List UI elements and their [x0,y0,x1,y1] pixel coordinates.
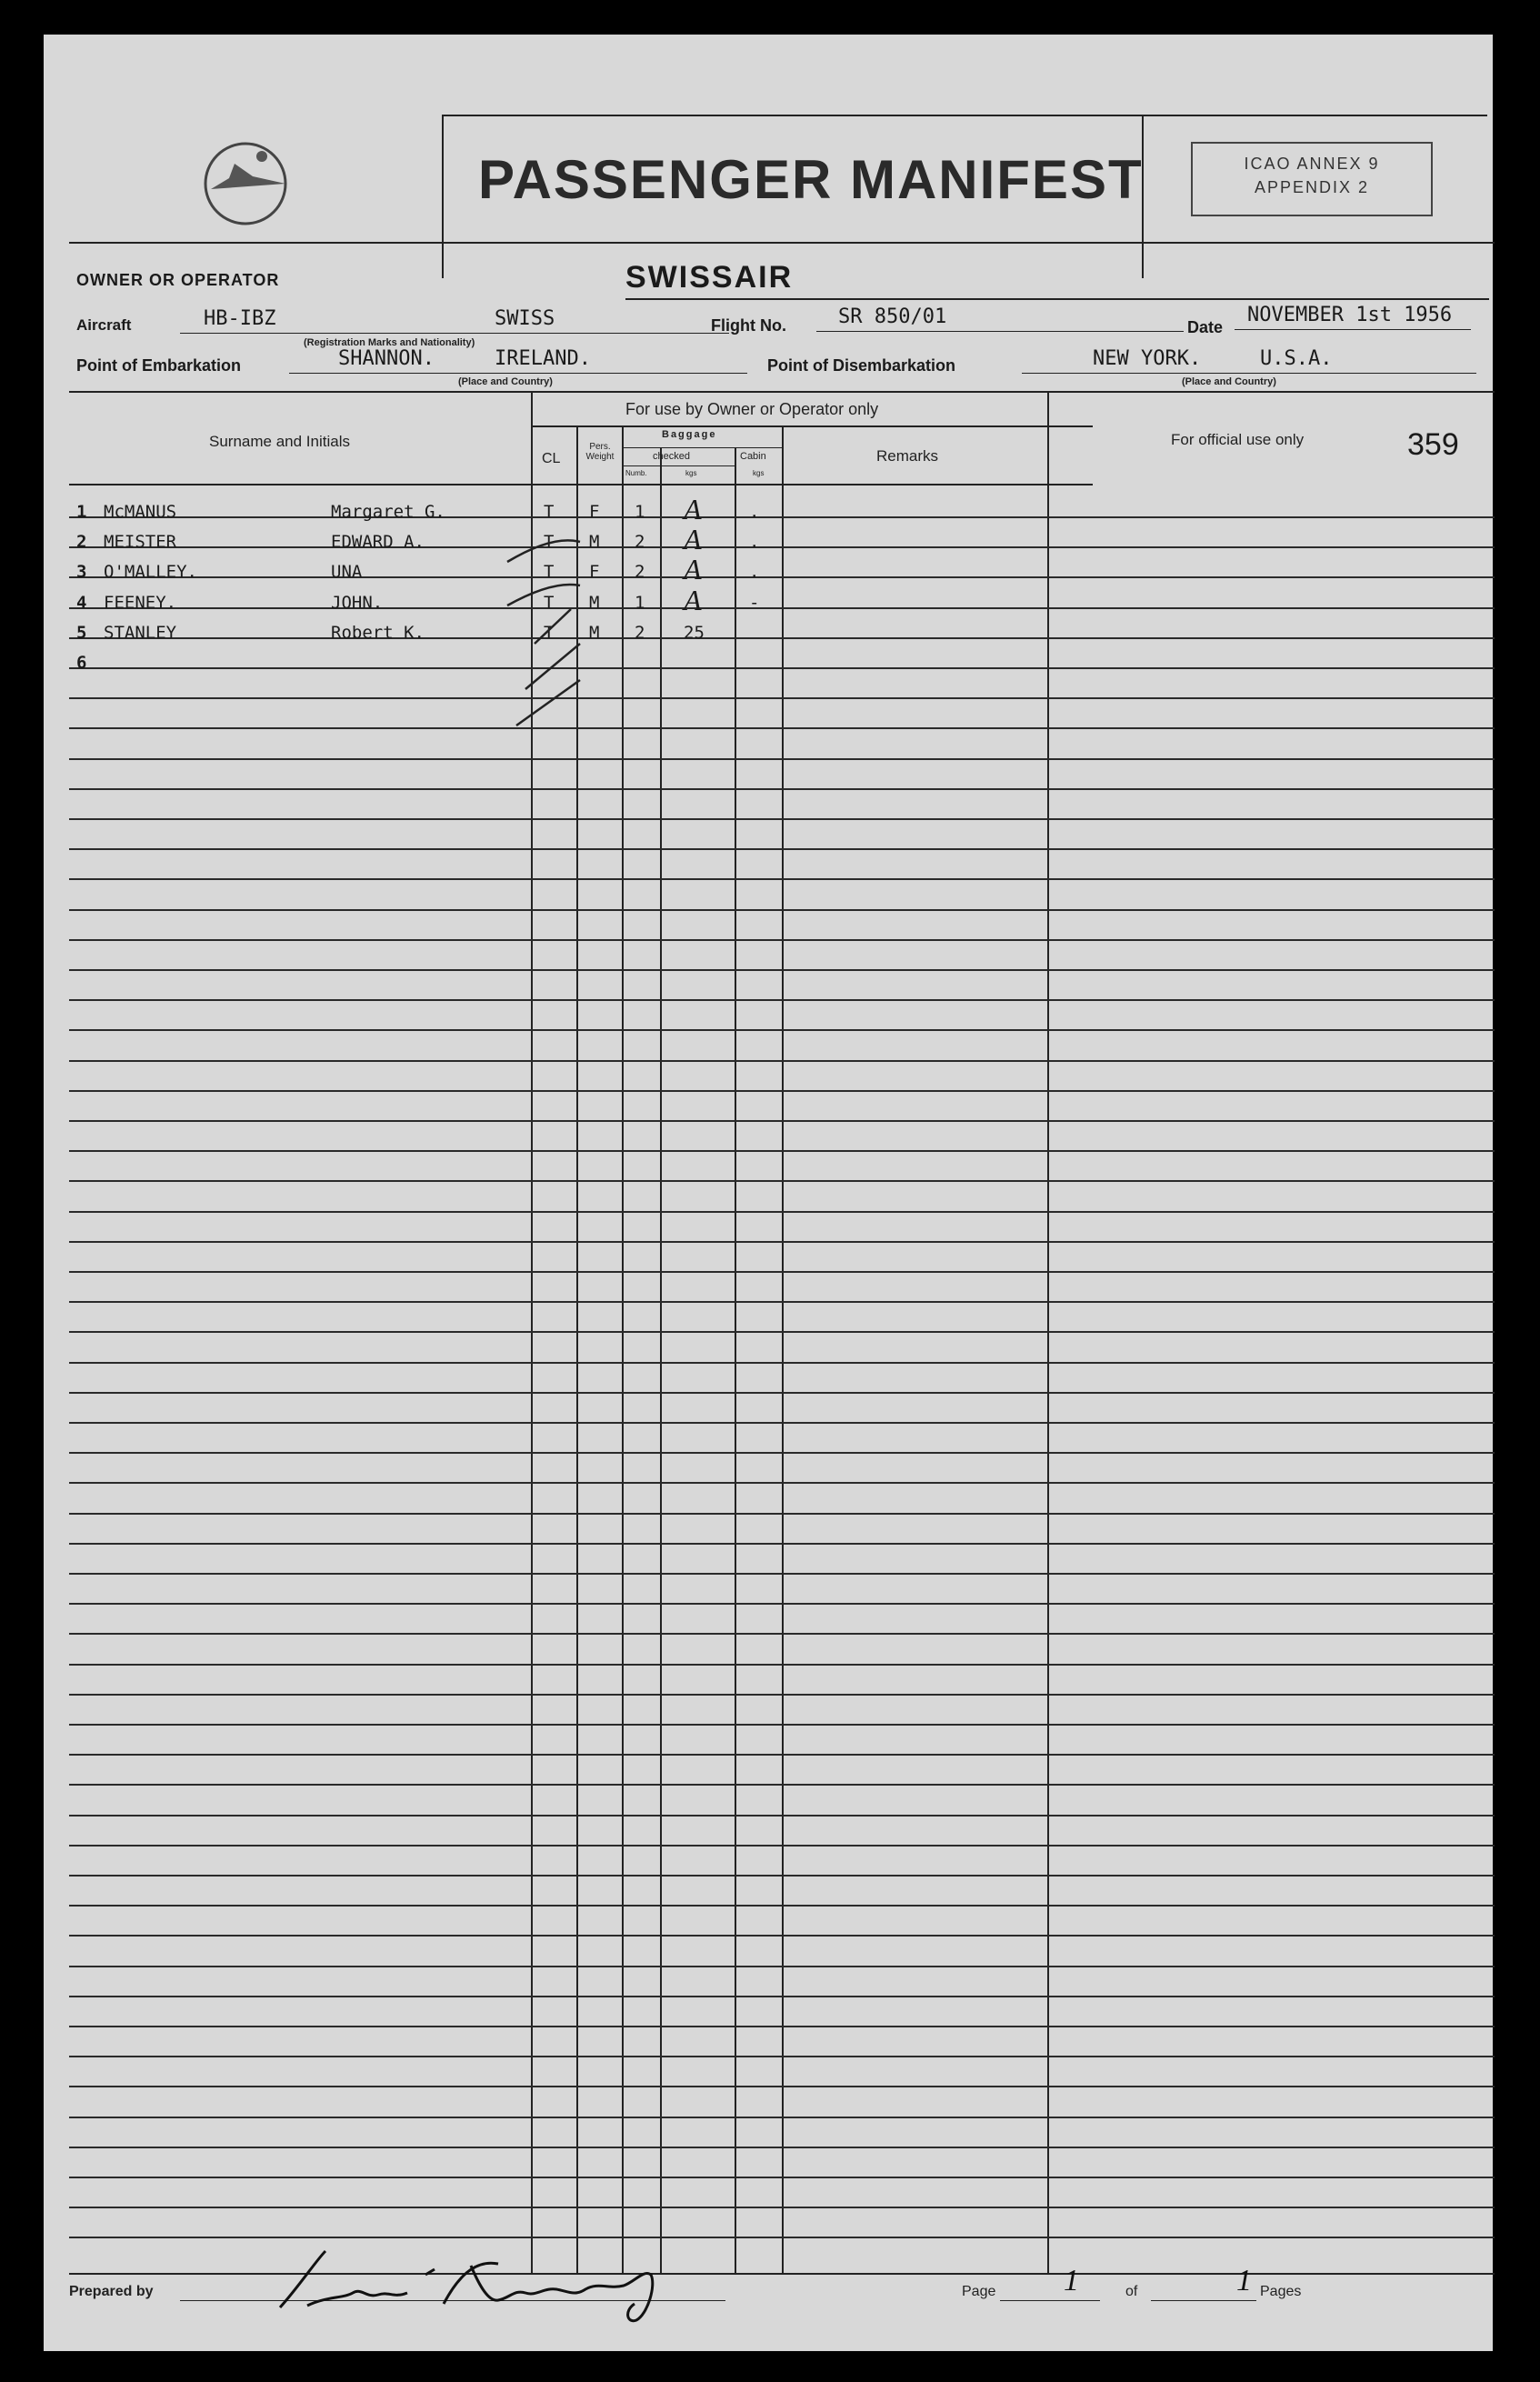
row-baggage-count: 2 [635,532,645,552]
col-line-numb [660,447,662,2273]
row-baggage-kgs: A [684,523,702,555]
swissair-logo [198,136,307,236]
row-baggage-kgs: A [684,553,702,585]
ruled-line [69,1603,1495,1605]
ruled-line [69,758,1495,760]
ruled-line [69,1664,1495,1666]
ruled-line [69,697,1495,699]
ruled-line [69,969,1495,971]
cabin-kgs-column-header: kgs [753,469,765,477]
row-initials: Margaret G. [331,502,445,522]
embarkation-label: Point of Embarkation [76,356,242,375]
flight-number: SR 850/01 [838,305,947,328]
operator-underline [625,298,1489,300]
row-number: 3 [76,562,87,582]
baggage-column-header: Baggage [662,429,717,440]
ruled-line [69,2177,1495,2178]
ruled-line [69,2026,1495,2027]
numb-column-header: Numb. [625,469,647,477]
flight-underline [816,331,1184,332]
ruled-line [69,1241,1495,1243]
disembarkation-label: Point of Disembarkation [767,356,956,375]
name-column-header: Surname and Initials [209,433,350,450]
header-divider-left [442,115,444,278]
row-weight: M [589,532,600,552]
ruled-line [69,1935,1495,1937]
ruled-line [69,1513,1495,1515]
row-cabin: . [749,502,760,522]
ruled-line [69,1150,1495,1152]
row-class: T [544,532,555,552]
row-cabin: . [749,532,760,552]
page-underline [1000,2300,1100,2301]
embarkation-underline [289,373,747,374]
ruled-line [69,1784,1495,1786]
row-weight: M [589,623,600,643]
col-line-kgs [735,447,736,2273]
ruled-line [69,727,1495,729]
row-class: T [544,593,555,613]
embarkation-country: IRELAND. [495,347,591,370]
ruled-line [69,607,1495,609]
flight-label: Flight No. [711,316,786,335]
ruled-line [69,1573,1495,1575]
signature-image [271,2233,780,2324]
ruled-line [69,1211,1495,1213]
row-surname: STANLEY [104,623,177,643]
ruled-line [69,1482,1495,1484]
cl-column-header: CL [542,451,561,466]
ruled-line [69,1180,1495,1182]
ruled-line [69,516,1495,518]
row-baggage-count: 1 [635,593,645,613]
disembarkation-caption: (Place and Country) [1182,376,1276,387]
kgs-column-header: kgs [685,469,697,477]
ruled-line [69,2086,1495,2087]
ruled-line [69,1996,1495,1997]
page-number: 1 [1064,2264,1079,2297]
row-number: 1 [76,502,87,522]
disembarkation-place: NEW YORK. [1093,347,1202,370]
row-cabin: - [749,593,760,613]
ruled-line [69,788,1495,790]
row-class: T [544,623,555,643]
ruled-line [69,909,1495,911]
ruled-line [69,1845,1495,1847]
date-value: NOVEMBER 1st 1956 [1247,304,1453,326]
row-weight: M [589,593,600,613]
ruled-line [69,939,1495,941]
row-number: 2 [76,532,87,552]
ruled-line [69,818,1495,820]
ruled-line [69,2117,1495,2118]
ruled-line [69,848,1495,850]
row-surname: O'MALLEY. [104,562,197,582]
row-initials: UNA [331,562,363,582]
of-label: of [1125,2284,1138,2299]
row-baggage-count: 2 [635,623,645,643]
ruled-line [69,1120,1495,1122]
table-top-rule [69,391,1495,393]
ruled-line [69,576,1495,578]
row-baggage-kgs: A [684,493,702,525]
ruled-line [69,667,1495,669]
ruled-line [69,1301,1495,1303]
official-number: 359 [1407,427,1459,462]
operator-value: SWISSAIR [625,260,794,295]
row-initials: JOHN. [331,593,384,613]
pages-label: Pages [1260,2284,1302,2299]
icao-annex: ICAO ANNEX 9 [1244,155,1380,173]
ruled-line [69,1875,1495,1877]
ruled-line [69,1724,1495,1726]
date-label: Date [1187,318,1224,336]
aircraft-label: Aircraft [76,316,132,334]
icao-appendix: APPENDIX 2 [1254,178,1370,196]
row-surname: McMANUS [104,502,177,522]
embarkation-caption: (Place and Country) [458,376,553,387]
ruled-line [69,2147,1495,2148]
disembarkation-country: U.S.A. [1260,347,1333,370]
owner-use-header: For use by Owner or Operator only [625,400,879,418]
weight-column-header: Pers. Weight [585,442,615,462]
pages-total: 1 [1236,2264,1252,2297]
ruled-line [69,1331,1495,1333]
ruled-line [69,1362,1495,1364]
ruled-line [69,1633,1495,1635]
row-initials: Robert K. [331,623,425,643]
ruled-line [69,1060,1495,1062]
row-baggage-count: 2 [635,562,645,582]
embarkation-place: SHANNON. [338,347,435,370]
ruled-line [69,1452,1495,1454]
row-number: 4 [76,593,87,613]
ruled-line [69,878,1495,880]
row-weight: F [589,562,600,582]
row-weight: F [589,502,600,522]
aircraft-nationality: SWISS [495,307,555,330]
baggage-sub-rule [622,447,782,448]
manifest-sheet [44,35,1493,2351]
page-title: PASSENGER MANIFEST [478,149,1144,210]
ruled-line [69,2056,1495,2057]
checked-sub-rule [622,465,735,466]
ruled-line [69,637,1495,639]
row-baggage-kgs: A [684,584,702,616]
pages-underline [1151,2300,1256,2301]
ruled-line [69,2207,1495,2208]
header-bottom-rule [69,242,1495,244]
ruled-line [69,1815,1495,1817]
row-class: T [544,562,555,582]
ruled-line [69,546,1495,548]
icao-box [1191,142,1433,216]
header-top-rule [442,115,1487,116]
date-underline [1235,329,1471,330]
row-number: 5 [76,623,87,643]
ruled-line [69,1392,1495,1394]
aircraft-underline [180,333,729,334]
ruled-line [69,1905,1495,1907]
table-header-bottom [69,484,1093,485]
ruled-line [69,1694,1495,1696]
aircraft-caption: (Registration Marks and Nationality) [304,337,475,348]
remarks-column-header: Remarks [876,447,939,465]
row-cabin: . [749,562,760,582]
row-number: 6 [76,653,87,673]
ruled-line [69,1422,1495,1424]
checked-column-header: checked [653,451,690,462]
ruled-line [69,1090,1495,1092]
ruled-line [69,1271,1495,1273]
ruled-line [69,999,1495,1001]
owner-header-rule [531,425,1093,427]
ruled-line [69,1966,1495,1967]
row-baggage-kgs: 25 [684,623,705,643]
disembarkation-underline [1022,373,1476,374]
strike-marks [498,507,607,735]
row-surname: MEISTER [104,532,177,552]
ruled-line [69,1029,1495,1031]
row-baggage-count: 1 [635,502,645,522]
prepared-label: Prepared by [69,2284,154,2299]
official-use-header: For official use only [1171,431,1305,448]
row-class: T [544,502,555,522]
row-surname: FEENEY. [104,593,177,613]
aircraft-registration: HB-IBZ [204,307,276,330]
cabin-column-header: Cabin [740,451,766,462]
operator-label: OWNER OR OPERATOR [76,271,280,289]
page-label: Page [962,2284,996,2299]
row-initials: EDWARD A. [331,532,425,552]
ruled-line [69,1543,1495,1545]
ruled-line [69,1754,1495,1756]
